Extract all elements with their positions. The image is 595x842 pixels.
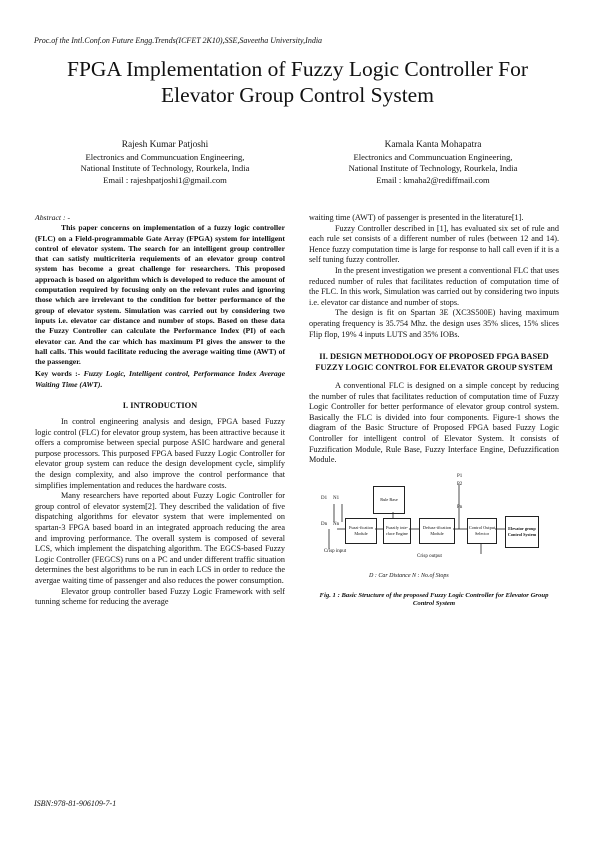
- label-p2: P2: [457, 481, 463, 487]
- section-2-paragraph: A conventional FLC is designed on a simple concept by reducing the number of rules that facilitates reduction of computation time of Fuzzy Logic Controller for better performance of elevator group control system. Basically the FLC is divided into four components. Figure-1 shows the diagram of the Basic Structure of Proposed FPGA based Fuzzy Logic Controller for intelligent control of Elevator System. It consists of Fuzzification Module, Rule Base, Fuzzy Interface Engine, Defuzzification Module.: [309, 380, 559, 465]
- keywords: [35, 369, 285, 390]
- right-paragraph-3: In the present investigation we present a conventional FLC that uses reduced number of rules that facilitates reduction of computation time of the FLC. In this work, Simulation was carried out by considering two inputs i.e. elevator car distance and number of stops.: [309, 265, 559, 307]
- figure-1: [309, 474, 559, 591]
- isbn-footer: ISBN:978-81-906109-7-1: [34, 799, 117, 808]
- label-n1: N1: [333, 495, 340, 501]
- section-2-title: II. DESIGN METHODOLOGY OF PROPOSED FPGA BASED FUZZY LOGIC CONTROL FOR ELEVATOR GROUP SYSTEM: [315, 352, 553, 372]
- keywords-text: Fuzzy Logic, Intelligent control, Performance Index Average Waiting Time (AWT).: [35, 369, 286, 390]
- label-pn: Pn: [457, 504, 463, 510]
- abstract: [35, 213, 285, 367]
- section-1-title: I. INTRODUCTION: [122, 400, 198, 410]
- right-paragraph-4: The design is fit on Spartan 3E (XC3S500E) having maximum operating frequency is 35.754 Mhz. the design uses 35% slices, 15% slices Flip flop, 19% 4 inputs LUTS and 35% IOBs.: [309, 308, 559, 339]
- paper-title: [20, 56, 575, 108]
- author-name: Rajesh Kumar Patjoshi: [121, 140, 209, 150]
- output-selector-box: Control Output Selector: [467, 518, 497, 544]
- defuzzification-box: Defuzz-ification Module: [419, 518, 455, 544]
- rule-base-box: Rule Base: [373, 486, 405, 514]
- inference-engine-box: Fuzzify inte-rface Engine: [383, 518, 411, 544]
- author-name: Kamala Kanta Mohapatra: [384, 140, 482, 150]
- right-paragraph-1: waiting time (AWT) of passenger is presented in the literature[1].: [309, 213, 524, 222]
- author-email: Email : kmaha2@rediffmail.com: [376, 174, 490, 185]
- keywords-label: Key words :-: [35, 369, 81, 379]
- author-dept: Electronics and Communcuation Engineering,: [85, 151, 245, 162]
- abstract-label: Abstract : -: [35, 213, 71, 222]
- figure-caption: Fig. 1 : Basic Structure of the proposed Fuzzy Logic Controller for Elevator Group Control System: [319, 591, 549, 607]
- abstract-text: This paper concerns on implementation of a fuzzy logic controller (FLC) on a Field-programmable Gate Array (FPGA) system for intelligent control of elevator system. The search for an intelligent group controller that can satisfy multicriteria requiements of an elevator group control system has become a great challenge for researchers. This proposed approach is based on algorithm which is developed to reduce the amount of computation required by focusing only on the relevant rules and ignoring those which are irrelevant to the condition for better performance of the group of elevator system. Simulation was carried out by considering two inputs i.e. elevator car distance and number of stops. Based on these data the Fuzzy Controller can calculate the Performance Index (PI) of each elevator car. And the car which has maximum PI gives the answer to the hall calls. This would facilitate reducing the average waiting time (AWT) of the passenger.: [35, 223, 285, 367]
- label-d1: D1: [321, 495, 328, 501]
- intro-paragraph-1: In control engineering analysis and design, FPGA based Fuzzy logic control (FLC) for elevator group system, has been attractive because it offers a compromise between special purpose ASIC hardware and general purpose processors. This purposed FPGA based Fuzzy Logic Controller for elevator group system can reduce the design development cycle, simplify the design complexity, and also improve the control performance that simplifies implementation and reduces the hardware costs.: [35, 417, 285, 490]
- author-inst: National Institute of Technology, Rourkela, India: [348, 163, 518, 173]
- fuzzification-box: Fuzzi-fication Module: [345, 518, 377, 544]
- title-line-2: Elevator Group Control System: [161, 83, 434, 107]
- label-crisp-output: Crisp output: [417, 553, 442, 559]
- intro-paragraph-3: Elevator group controller based Fuzzy Logic Framework with self tunning scheme for reducing the average: [35, 586, 285, 607]
- label-nn: Nn: [333, 521, 340, 527]
- author-email: Email : rajeshpatjoshi1@gmail.com: [103, 174, 227, 185]
- title-line-1: FPGA Implementation of Fuzzy Logic Controller For: [66, 57, 528, 81]
- elevator-system-box: Elevator group Control System: [505, 516, 539, 548]
- conference-header: Proc.of the Intl.Conf.on Future Engg.Trends(ICFET 2K10),SSE,Saveetha University,India: [34, 36, 323, 45]
- label-p1: P1: [457, 473, 463, 479]
- author-inst: National Institute of Technology, Rourkela, India: [80, 163, 250, 173]
- author-dept: Electronics and Communcuation Engineering,: [353, 151, 513, 162]
- intro-paragraph-2: Many researchers have reported about Fuzzy Logic Controller for group control of elevator system[2]. They described the validation of five dispatching algorithms for elevator system that were implemented on spartan-3 FPGA based board in an integrated approach reducing the area and improving performance. The overall system is composed of several LCS, which implement the dispatching algorithm. The EGCS-based Fuzzy Logic Controller (FEGCS) runs on a PC and under different traffic situation determines the best algorithms to be run in each LCS in order to reduce the avergae waiting time of passenger and also reduces the power consumption.: [35, 491, 285, 585]
- right-column: [309, 213, 559, 608]
- author-block-2: [308, 140, 558, 186]
- left-column: [35, 213, 285, 608]
- label-dn: Dn: [321, 521, 328, 527]
- figure-legend: D : Car Distance N : No.of Stops: [369, 572, 449, 579]
- right-paragraph-2: Fuzzy Controller described in [1], has evaluated six set of rule and each rule set consists of a different number of rules (between 12 and 14). Hence fuzzy computation time is large for response to hall call even if it is a self tuning fuzzy controller.: [309, 223, 559, 265]
- label-crisp-input: Crisp input: [323, 548, 347, 554]
- author-block-1: [40, 140, 290, 186]
